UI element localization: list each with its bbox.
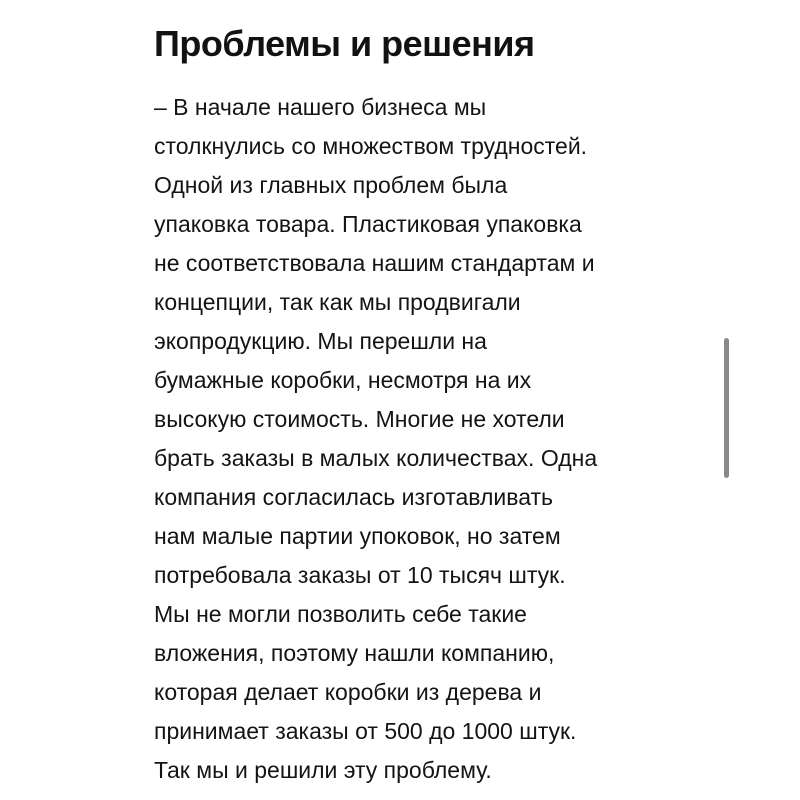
article-line: вложения, поэтому нашли компанию, [154, 640, 555, 666]
article-line: экопродукцию. Мы перешли на [154, 328, 487, 354]
article-body [154, 88, 597, 790]
scrollbar-thumb[interactable] [724, 338, 729, 478]
article-line: компания согласилась изготавливать [154, 484, 553, 510]
article-line: – В начале нашего бизнеса мы [154, 94, 487, 120]
article-heading: Проблемы и решения [154, 23, 535, 64]
article-line: концепции, так как мы продвигали [154, 289, 521, 315]
article-line: высокую стоимость. Многие не хотели [154, 406, 565, 432]
article-line: не соответствовала нашим стандартам и [154, 250, 595, 276]
article-line: бумажные коробки, несмотря на их [154, 367, 532, 393]
article-line: принимает заказы от 500 до 1000 штук. [154, 718, 577, 744]
article-line: Одной из главных проблем была [154, 172, 508, 198]
article-line: которая делает коробки из дерева и [154, 679, 542, 705]
article-line: упаковка товара. Пластиковая упаковка [154, 211, 582, 237]
article-line: Так мы и решили эту проблему. [154, 757, 492, 783]
article-line: нам малые партии упоковок, но затем [154, 523, 561, 549]
article-line: потребовала заказы от 10 тысяч штук. [154, 562, 566, 588]
article-line: брать заказы в малых количествах. Одна [154, 445, 598, 471]
article-line: Мы не могли позволить себе такие [154, 601, 527, 627]
article-line: столкнулись со множеством трудностей. [154, 133, 588, 159]
